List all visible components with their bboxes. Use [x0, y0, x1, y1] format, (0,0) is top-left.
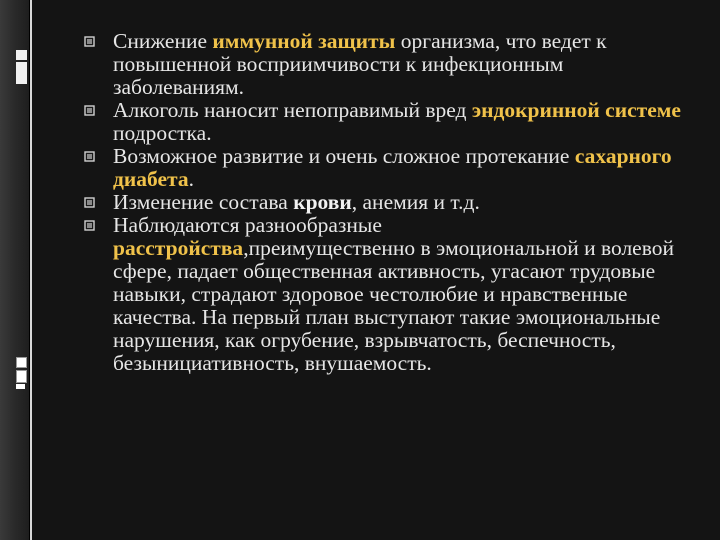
bullet-item [82, 145, 682, 191]
square-bullet-icon [84, 220, 95, 231]
bullet-text: подростка. [113, 121, 212, 145]
bullet-item [82, 214, 682, 375]
bullet-text: ,преимущественно в эмоциональной и волевой сфере, падает общественная активность, угасают трудовые навыки, страдают здоровое честолюбие и нравственные качества. На первый план выступают такие эмоциональные нарушения, как огрубение, взрывчатость, беспечность, безынициативность, внушаемость. [113, 236, 674, 375]
decor-square-mid-2 [16, 370, 27, 383]
bullet-item [82, 30, 682, 99]
bullet-text: организма, что ведет к повышенной восприимчивости к инфекционным заболеваниям. [113, 29, 607, 99]
decor-square-top-1 [16, 50, 27, 60]
bullet-item [82, 191, 682, 214]
highlight-text: эндокринной системе [471, 98, 681, 122]
bullet-list [82, 30, 682, 375]
bullet-text: , анемия и т.д. [351, 190, 480, 214]
bullet-text: . [188, 167, 194, 191]
emphasis-text: крови [293, 190, 352, 214]
decor-square-top-2 [16, 62, 27, 84]
bullet-text: Изменение состава [113, 190, 294, 214]
square-bullet-icon [84, 105, 95, 116]
decor-square-mid-1 [16, 357, 27, 368]
bullet-text: Снижение [113, 29, 213, 53]
square-bullet-icon [84, 151, 95, 162]
bullet-text: Возможное развитие и очень сложное протекание [113, 144, 575, 168]
square-bullet-icon [84, 36, 95, 47]
highlight-text: сахарного диабета [113, 144, 672, 191]
highlight-text: расстройства [113, 236, 244, 260]
highlight-text: иммунной защиты [212, 29, 396, 53]
square-bullet-icon [84, 197, 95, 208]
decor-square-mid-3 [16, 384, 25, 389]
bullet-text: Наблюдаются разнообразные [113, 213, 382, 237]
bullet-item [82, 99, 682, 145]
bullet-text: Алкоголь наносит непоправимый вред [113, 98, 472, 122]
